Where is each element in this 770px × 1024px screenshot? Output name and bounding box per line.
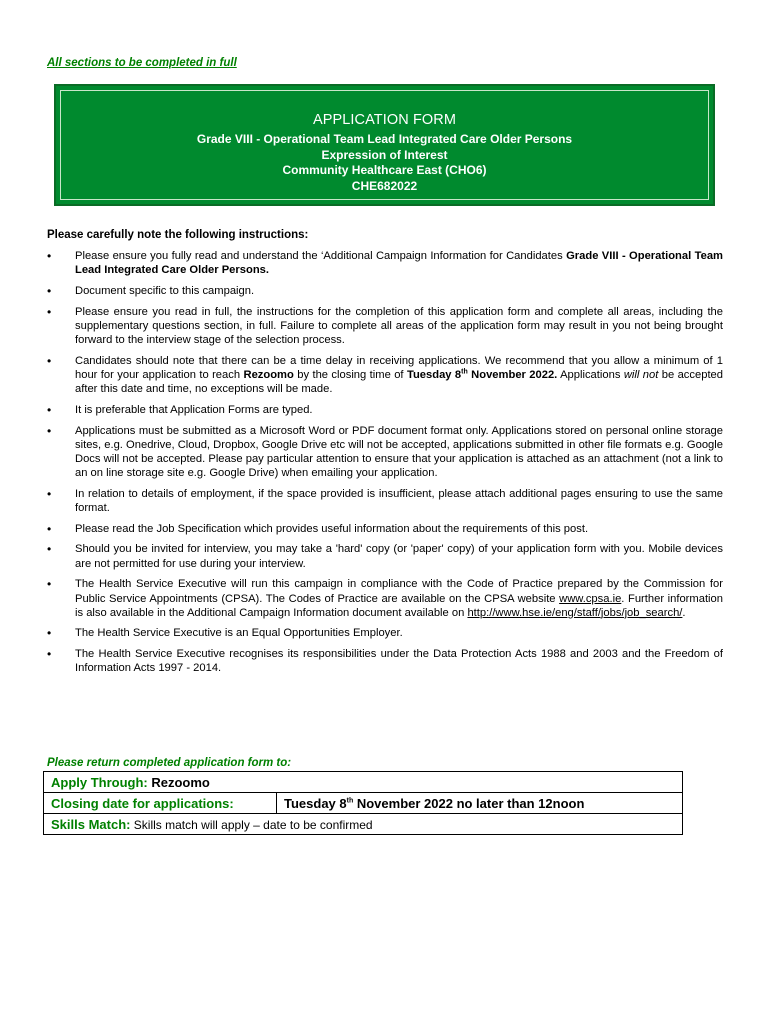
region-name: Community Healthcare East (CHO6) (282, 163, 487, 177)
list-item: • The Health Service Executive will run this campaign in compliance with the Code of Practice prepared by the Commission for Public Service Appointments (CPSA). The Codes of Practice are available on the CPSA website www.cpsa.ie. Further information is also available in the Additional Campaign Information document available on http://www.hse.ie/eng/staff/jobs/job_search/. (47, 577, 723, 620)
apply-through-cell (44, 772, 683, 793)
list-item: • Please read the Job Specification which provides useful information about the requirements of this post. (47, 522, 723, 536)
return-note: Please return completed application form to: (47, 757, 292, 769)
instructions-list (47, 249, 723, 682)
list-item: • The Health Service Executive recognises its responsibilities under the Data Protection Acts 1988 and 2003 and the Freedom of Information Acts 1997 - 2014. (47, 647, 723, 675)
completion-note: All sections to be completed in full (47, 57, 237, 69)
table-row (44, 772, 683, 793)
banner-inner-border (60, 90, 709, 200)
instructions-heading: Please carefully note the following instructions: (47, 229, 309, 241)
form-title: APPLICATION FORM (312, 112, 457, 128)
apply-through-label: Apply Through: (51, 774, 148, 790)
table-row (44, 793, 683, 814)
list-item: • It is preferable that Application Forms are typed. (47, 403, 723, 417)
skills-match-value: Skills match will apply – date to be confirmed (130, 817, 373, 832)
list-item: • In relation to details of employment, if the space provided is insufficient, please attach additional pages ensuring to use the same format. (47, 487, 723, 515)
application-details-table (43, 771, 683, 835)
expression-of-interest: Expression of Interest (321, 147, 448, 162)
table-row (44, 814, 683, 835)
application-form-banner (54, 84, 715, 206)
cpsa-link[interactable]: www.cpsa.ie (559, 592, 622, 605)
list-item: • Candidates should note that there can be a time delay in receiving applications. We recommend that you allow a minimum of 1 hour for your application to reach Rezoomo by the closing time of Tuesday 8th November 2022. Applications will not be accepted after this date and time, no exceptions will be made. (47, 354, 723, 397)
closing-date-value: Tuesday 8th November 2022 no later than 12noon (284, 795, 585, 811)
skills-match-cell (44, 814, 683, 835)
list-item: • Document specific to this campaign. (47, 284, 723, 298)
skills-match-label: Skills Match: (51, 816, 131, 832)
list-item: • Please ensure you fully read and understand the ‘Additional Campaign Information for Candidates Grade VIII - Operational Team Lead Integrated Care Older Persons. (47, 249, 723, 277)
post-title: Grade VIII - Operational Team Lead Integrated Care Older Persons (196, 132, 573, 146)
hse-jobs-link[interactable]: http://www.hse.ie/eng/staff/jobs/job_search/ (467, 606, 683, 619)
closing-date-label: Closing date for applications: (51, 795, 234, 811)
list-item: • The Health Service Executive is an Equal Opportunities Employer. (47, 626, 723, 640)
closing-date-value-cell (277, 793, 683, 814)
list-item: • Please ensure you read in full, the instructions for the completion of this application form and complete all areas, including the supplementary questions section, in full. Failure to complete all areas of the application form may result in you not being brought forward to the interview stage of the selection process. (47, 305, 723, 348)
list-item: • Applications must be submitted as a Microsoft Word or PDF document format only. Applications stored on personal online storage sites, e.g. Onedrive, Cloud, Dropbox, Google Drive etc will not be accepted, applications submitted in other file formats e.g. Google Docs will not be accepted. Please pay particular attention to ensure that your application is attached as an attachment (not a link to an on line storage site e.g. Google Drive) when emailing your application. (47, 424, 723, 481)
list-item: • Should you be invited for interview, you may take a 'hard' copy (or 'paper' copy) of your application form with you. Mobile devices are not permitted for use during your interview. (47, 542, 723, 570)
apply-through-value: Rezoomo (147, 774, 210, 790)
campaign-reference: CHE682022 (351, 178, 418, 193)
closing-date-label-cell (44, 793, 277, 814)
